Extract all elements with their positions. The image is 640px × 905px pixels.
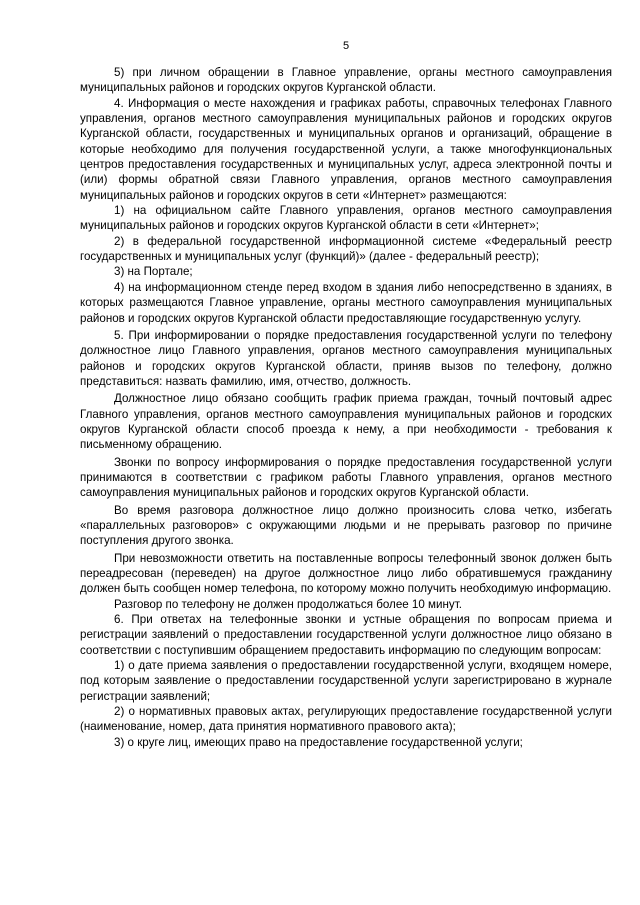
page-number: 5: [342, 40, 350, 52]
paragraph-5-phone-informing: 5. При информировании о порядке предоставления государственной услуги по телефону должностное лицо Главного управления, органов местного самоуправления муниципальных районов и городских округов Курганской области, приняв вызов по телефону, должно представиться: назвать фамилию, имя, отчество, должность.: [80, 328, 612, 388]
paragraph-answer-item-2-normative-acts: 2) о нормативных правовых актах, регулирующих предоставление государственной услуги (наименование, номер, дата принятия нормативного правового акта);: [80, 705, 612, 734]
paragraph-item-5-personal-appeal: 5) при личном обращении в Главное управление, органы местного самоуправления муниципальных районов и городских округов Курганской области.: [80, 66, 612, 95]
paragraph-item-3-portal: 3) на Портале;: [114, 265, 193, 279]
paragraph-calls-schedule: Звонки по вопросу информирования о порядке предоставления государственной услуги принимаются в соответствии с графиком работы Главного управления, органов местного самоуправления муниципальных районов и городских округов Курганской области.: [80, 455, 612, 500]
paragraph-conversation-rules: Во время разговора должностное лицо должно произносить слова четко, избегать «параллельных разговоров» с окружающими людьми и не прерывать разговор по причине поступления другого звонка.: [80, 503, 612, 548]
document-body: [80, 65, 612, 750]
paragraph-call-duration: Разговор по телефону не должен продолжаться более 10 минут.: [114, 597, 462, 611]
paragraph-item-1-official-site: 1) на официальном сайте Главного управления, органов местного самоуправления муниципальных районов и городских округов Курганской области в сети «Интернет»;: [80, 204, 612, 233]
paragraph-item-2-federal-registry: 2) в федеральной государственной информационной системе «Федеральный реестр государственных и муниципальных услуг (функций)» (далее - федеральный реестр);: [80, 234, 612, 264]
paragraph-item-4-info-stand: 4) на информационном стенде перед входом в здания либо непосредственно в зданиях, в которых размещаются Главное управление, органы местного самоуправления муниципальных районов и городских округов Курганской области предоставляющие государственную услугу.: [80, 280, 612, 325]
paragraph-answer-item-1-date: 1) о дате приема заявления о предоставлении государственной услуги, входящем номере, под которым заявление о предоставлении государственной услуги зарегистрировано в журнале регистрации заявлений;: [80, 659, 612, 703]
paragraph-6-oral-answers: 6. При ответах на телефонные звонки и устные обращения по вопросам приема и регистрации заявлений о предоставлении государственной услуги должностное лицо обязано в соответствии с поступившим обращением предоставить информацию по следующим вопросам:: [80, 613, 612, 657]
paragraph-official-schedule: Должностное лицо обязано сообщить график приема граждан, точный почтовый адрес Главного управления, органов местного самоуправления муниципальных районов и городских округов Курганской области способ проезда к нему, а при необходимости - требования к письменному обращению.: [80, 392, 612, 452]
paragraph-call-redirect: При невозможности ответить на поставленные вопросы телефонный звонок должен быть переадресован (переведен) на другое должностное лицо либо обратившемуся гражданину должен быть сообщен номер телефона, по которому можно получить необходимую информацию.: [80, 551, 612, 596]
paragraph-4-information-location: 4. Информация о месте нахождения и графиках работы, справочных телефонах Главного управления, органов местного самоуправления муниципальных районов и городских округов Курганской области, государственных и муниципальных органов и организаций, обращение в которые необходимо для получения государственной услуги, а также многофункциональных центров предоставления государственных и муниципальных услуг, адреса электронной почты и (или) формы обратной связи Главного управления, органов местного самоуправления муниципальных районов и городских округов в сети «Интернет» размещаются:: [80, 96, 612, 202]
paragraph-answer-item-3-eligible-persons: 3) о круге лиц, имеющих право на предоставление государственной услуги;: [114, 735, 523, 749]
